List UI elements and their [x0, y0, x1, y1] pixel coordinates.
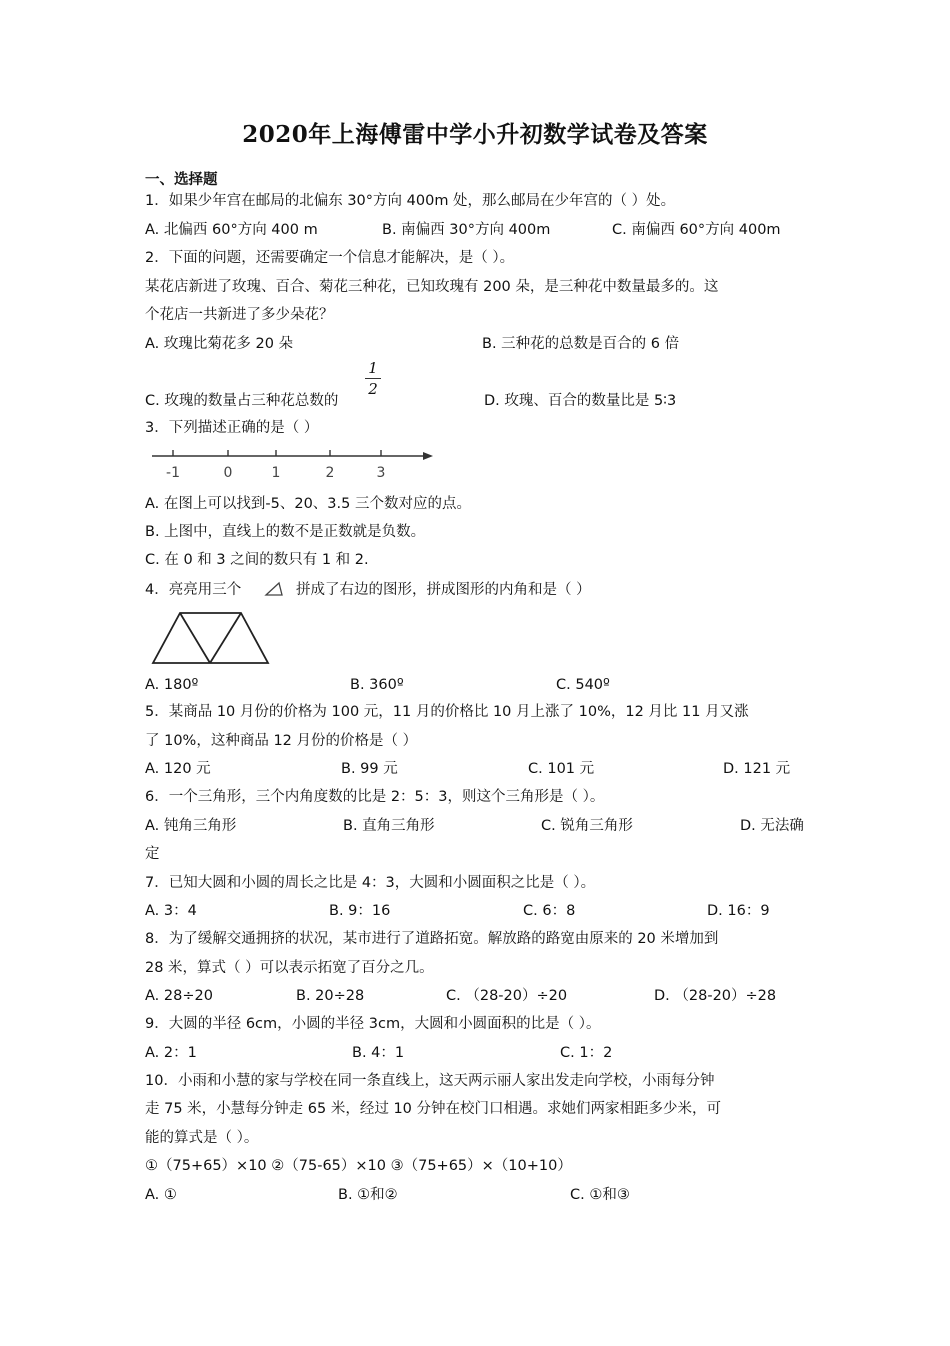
question-4-stem-end: 拼成了右边的图形，拼成图形的内角和是（ ）	[296, 582, 591, 598]
q6-option-b[interactable]: B. 直角三角形	[343, 818, 435, 834]
number-line-figure	[150, 446, 435, 482]
q6-option-d-wrap: 定	[145, 846, 160, 862]
axis-label-0: 0	[223, 465, 233, 481]
q1-option-c[interactable]: C. 南偏西 60°方向 400m	[612, 222, 781, 238]
q10-option-a[interactable]: A. ①	[145, 1187, 177, 1203]
q5-option-a[interactable]: A. 120 元	[145, 761, 211, 777]
question-4-stem-start: 4．亮亮用三个	[145, 582, 242, 598]
q5-option-b[interactable]: B. 99 元	[341, 761, 398, 777]
q2-option-a[interactable]: A. 玫瑰比菊花多 20 朵	[145, 336, 294, 352]
question-10-stem-line3: 能的算式是（ ）。	[145, 1130, 259, 1146]
q9-option-c[interactable]: C. 1：2	[560, 1045, 613, 1061]
question-10-formulas: ①（75+65）×10 ②（75-65）×10 ③（75+65）×（10+10）	[145, 1158, 572, 1174]
q1-option-b[interactable]: B. 南偏西 30°方向 400m	[382, 222, 551, 238]
q6-option-a[interactable]: A. 钝角三角形	[145, 818, 237, 834]
q3-option-c[interactable]: C. 在 0 和 3 之间的数只有 1 和 2.	[145, 552, 369, 568]
question-1-stem: 1．如果少年宫在邮局的北偏东 30°方向 400m 处，那么邮局在少年宫的（ ）处。	[145, 193, 676, 209]
question-8-stem-line1: 8．为了缓解交通拥挤的状况，某市进行了道路拓宽。解放路的路宽由原来的 20 米增加到	[145, 931, 719, 947]
question-9-stem: 9．大圆的半径 6cm，小圆的半径 3cm，大圆和小圆面积的比是（ ）。	[145, 1016, 601, 1032]
question-7-stem: 7．已知大圆和小圆的周长之比是 4：3，大圆和小圆面积之比是（ ）。	[145, 875, 596, 891]
q2-option-b[interactable]: B. 三种花的总数是百合的 6 倍	[482, 336, 680, 352]
q6-option-c[interactable]: C. 锐角三角形	[541, 818, 633, 834]
question-2-context-line1: 某花店新进了玫瑰、百合、菊花三种花，已知玫瑰有 200 朵，是三种花中数量最多的。这	[145, 279, 719, 295]
fraction-one-half	[365, 360, 381, 397]
fraction-denominator: 2	[368, 380, 378, 398]
q9-option-a[interactable]: A. 2：1	[145, 1045, 197, 1061]
q3-option-a[interactable]: A. 在图上可以找到-5、20、3.5 三个数对应的点。	[145, 496, 471, 512]
q8-option-c[interactable]: C. （28-20）÷20	[446, 988, 568, 1004]
q7-option-a[interactable]: A. 3：4	[145, 903, 197, 919]
q10-option-b[interactable]: B. ①和②	[338, 1187, 398, 1203]
question-8-stem-line2: 28 米，算式（ ）可以表示拓宽了百分之几。	[145, 960, 434, 976]
q9-option-b[interactable]: B. 4：1	[352, 1045, 405, 1061]
question-10-stem-line1: 10．小雨和小慧的家与学校在同一条直线上，这天两示丽人家出发走向学校，小雨每分钟	[145, 1073, 715, 1089]
q3-option-b[interactable]: B. 上图中，直线上的数不是正数就是负数。	[145, 524, 426, 540]
axis-label-neg1: -1	[166, 465, 180, 481]
q10-option-c[interactable]: C. ①和③	[570, 1187, 630, 1203]
question-6-stem: 6．一个三角形，三个内角度数的比是 2：5：3，则这个三角形是（ ）。	[145, 789, 605, 805]
q2-option-c[interactable]: C. 玫瑰的数量占三种花总数的	[145, 393, 339, 409]
axis-label-3: 3	[376, 465, 386, 481]
question-5-stem-line2: 了 10%，这种商品 12 月份的价格是（ ）	[145, 733, 418, 749]
question-5-stem-line1: 5．某商品 10 月份的价格为 100 元，11 月的价格比 10 月上涨了 10%，12 月比 11 月又涨	[145, 704, 749, 720]
q4-option-b[interactable]: B. 360º	[350, 677, 404, 693]
q7-option-d[interactable]: D. 16：9	[707, 903, 770, 919]
q2-option-d[interactable]: D. 玫瑰、百合的数量比是 5∶3	[484, 393, 677, 409]
q5-option-c[interactable]: C. 101 元	[528, 761, 595, 777]
q4-option-a[interactable]: A. 180º	[145, 677, 199, 693]
page-title: 2020年上海傅雷中学小升初数学试卷及答案	[242, 121, 708, 148]
section-heading: 一、选择题	[145, 172, 218, 188]
q8-option-d[interactable]: D. （28-20）÷28	[654, 988, 777, 1004]
fraction-numerator: 1	[368, 359, 378, 377]
q5-option-d[interactable]: D. 121 元	[723, 761, 791, 777]
small-triangle-icon	[264, 581, 286, 597]
question-2-stem: 2．下面的问题，还需要确定一个信息才能解决，是（ ）。	[145, 250, 515, 266]
axis-label-2: 2	[325, 465, 335, 481]
q1-option-a[interactable]: A. 北偏西 60°方向 400 m	[145, 222, 318, 238]
trapezoid-figure	[150, 609, 272, 667]
q4-option-c[interactable]: C. 540º	[556, 677, 610, 693]
question-3-stem: 3．下列描述正确的是（ ）	[145, 420, 319, 436]
question-2-context-line2: 个花店一共新进了多少朵花？	[145, 307, 334, 323]
q8-option-b[interactable]: B. 20÷28	[296, 988, 365, 1004]
q6-option-d[interactable]: D. 无法确	[740, 818, 804, 834]
q7-option-c[interactable]: C. 6：8	[523, 903, 576, 919]
q7-option-b[interactable]: B. 9：16	[329, 903, 391, 919]
axis-label-1: 1	[271, 465, 281, 481]
q8-option-a[interactable]: A. 28÷20	[145, 988, 213, 1004]
question-10-stem-line2: 走 75 米，小慧每分钟走 65 米，经过 10 分钟在校门口相遇。求她们两家相距多少米，可	[145, 1101, 722, 1117]
